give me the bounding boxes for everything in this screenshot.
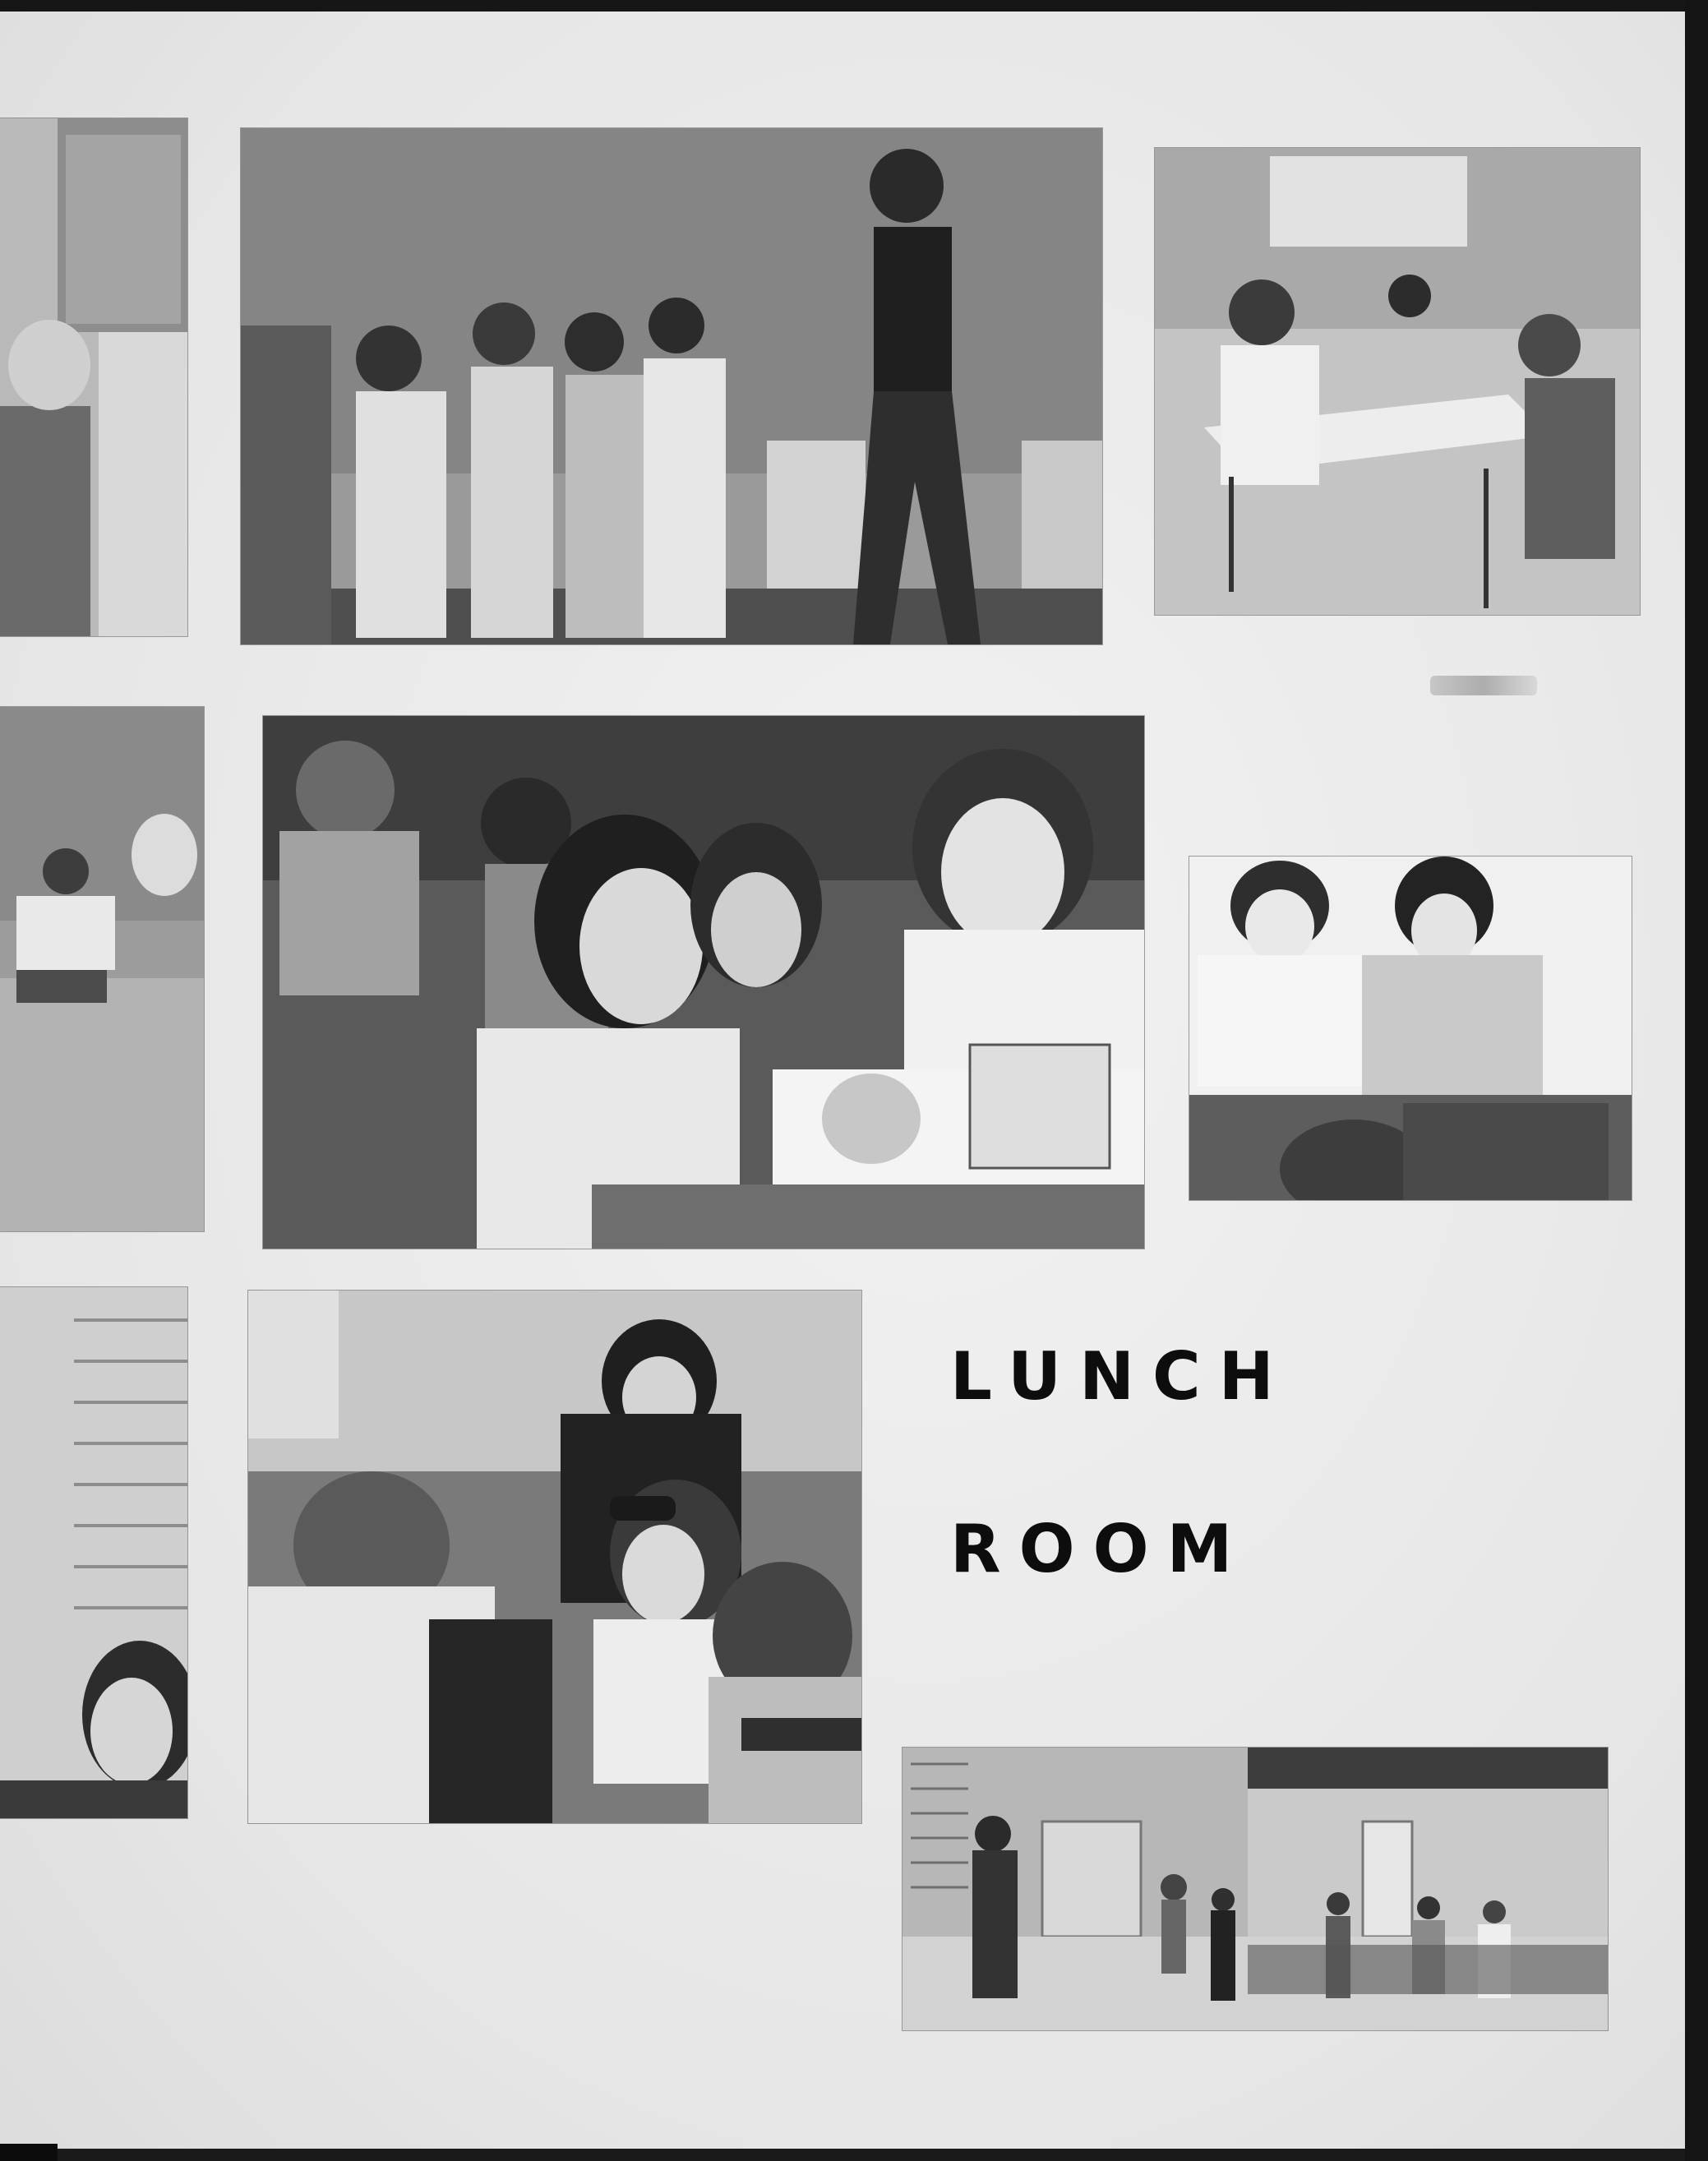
photo-gym-game [902,1748,1608,2030]
scan-right-edge [1685,0,1708,2161]
scan-smudge [1430,676,1537,695]
photo-kids-at-table [1155,148,1640,615]
photo-teacher-with-students [241,128,1102,644]
photo-left-edge-bottom [0,1287,187,1818]
yearbook-page [0,12,1685,2149]
photo-left-edge-top [0,118,187,636]
scan-bottom-tab [0,2144,58,2161]
photo-left-edge-middle [0,707,204,1231]
scan-top-edge [0,0,1708,12]
heading-room: ROOM [950,1511,1251,1587]
heading-lunch: LUNCH [950,1338,1292,1415]
photo-children-drinking [248,1291,861,1823]
photo-two-boys-smiling [1189,857,1632,1200]
photo-girls-eating-lunch [263,716,1144,1249]
